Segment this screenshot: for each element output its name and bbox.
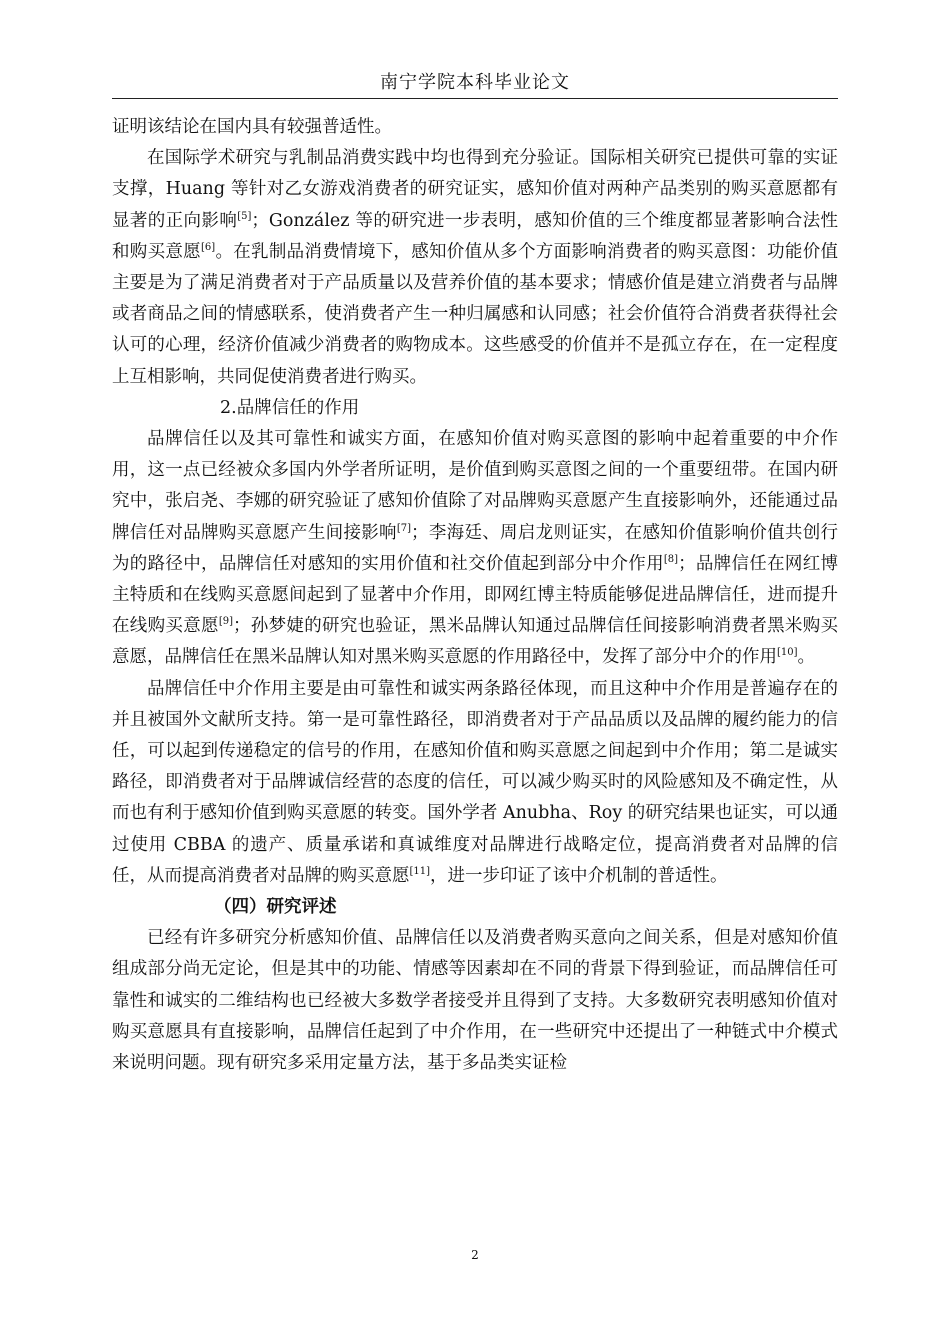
- citation: [7]: [396, 522, 412, 534]
- text-run: ；李海廷、周启龙则证实，在感知价值影响价值共创行为的路径中，品牌信任对感知的实用价值和社交价值起到部分中介作用: [112, 522, 839, 574]
- citation: [10]: [777, 647, 798, 659]
- paragraph-brand-trust-mediation: [112, 424, 838, 674]
- heading-number: 2.: [220, 397, 237, 418]
- text-run: ；品牌信任在网红博主特质和在线购买意愿间起到了显著中介作用，即网红博主特质能够促进品牌信任，进而提升在线购买意愿: [112, 553, 839, 637]
- running-header: 南宁学院本科毕业论文: [380, 72, 570, 93]
- paragraph-international-evidence: [112, 143, 838, 393]
- heading-text: 研究评述: [266, 897, 337, 918]
- text-run: ；González 等的研究进一步表明，感知价值的三个维度都显著影响合法性和购买意愿: [112, 210, 838, 262]
- page-number: 2: [471, 1248, 479, 1262]
- citation: [5]: [237, 210, 252, 222]
- text-run: 。: [797, 647, 816, 668]
- text-run: 品牌信任以及其可靠性和诚实方面，在感知价值对购买意图的影响中起着重要的中介作用，这一点已经被众多国内外学者所证明，是价值到购买意图之间的一个重要纽带。在国内研究中，张启尧、李娜的研究验证了感知价值除了对品牌购买意愿产生直接影响外，还能通过品牌信任对品牌购买意愿产生间接影响: [112, 429, 838, 543]
- section-heading-research-review: [112, 892, 838, 923]
- header-rule: [112, 98, 838, 99]
- citation: [9]: [218, 616, 233, 628]
- text-run: ，进一步印证了该中介机制的普适性。: [430, 865, 728, 886]
- text-run: 。在乳制品消费情境下，感知价值从多个方面影响消费者的购买意图：功能价值主要是为了满足消费者对于产品质量以及营养价值的基本要求；情感价值是建立消费者与品牌或者商品之间的情感联系，使消费者产生一种归属感和认同感；社会价值符合消费者获得社会认可的心理，经济价值减少消费者的购物成本。这些感受的价值并不是孤立存在，在一定程度上互相影响，共同促使消费者进行购买。: [112, 241, 839, 387]
- citation: [6]: [200, 241, 216, 253]
- page-body: [112, 112, 838, 1079]
- paragraph-mediation-paths: [112, 674, 838, 892]
- paragraph-continuation: 证明该结论在国内具有较强普适性。: [112, 117, 392, 137]
- text-run: 在国际学术研究与乳制品消费实践中均也得到充分验证。国际相关研究已提供可靠的实证支撑，Huang 等针对乙女游戏消费者的研究证实，感知价值对两种产品类别的购买意愿都有显著的正向影响: [112, 148, 838, 231]
- text-run: 品牌信任中介作用主要是由可靠性和诚实两条路径体现，而且这种中介作用是普遍存在的并且被国外文献所支持。第一是可靠性路径，即消费者对于产品品质以及品牌的履约能力的信任，可以起到传递稳定的信号的作用，在感知价值和购买意愿之间起到中介作用；第二是诚实路径，即消费者对于品牌诚信经营的态度的信任，可以减少购买时的风险感知及不确定性，从而也有利于感知价值到购买意愿的转变。国外学者 Anubha、Roy 的研究结果也证实，可以通过使用 CBBA 的遗产、质量承诺和真诚维度对品牌进行战略定位，提高消费者对品牌的信任，从而提高消费者对品牌的购买意愿: [112, 678, 838, 886]
- heading-text: 品牌信任的作用: [236, 397, 360, 418]
- citation: [8]: [663, 553, 679, 565]
- section-heading-brand-trust: [112, 393, 838, 424]
- heading-number: （四）: [214, 897, 267, 918]
- paragraph-research-review: 已经有许多研究分析感知价值、品牌信任以及消费者购买意向之间关系，但是对感知价值组成部分尚无定论，但是其中的功能、情感等因素却在不同的背景下得到验证，而品牌信任可靠性和诚实的二维结构也已经被大多数学者接受并且得到了支持。大多数研究表明感知价值对购买意愿具有直接影响，品牌信任起到了中介作用，在一些研究中还提出了一种链式中介模式来说明问题。现有研究多采用定量方法，基于多品类实证检: [112, 928, 838, 1074]
- citation: [11]: [409, 865, 431, 877]
- text-run: ；孙梦婕的研究也验证，黑米品牌认知通过品牌信任间接影响消费者黑米购买意愿，品牌信任在黑米品牌认知对黑米购买意愿的作用路径中，发挥了部分中介的作用: [112, 616, 839, 668]
